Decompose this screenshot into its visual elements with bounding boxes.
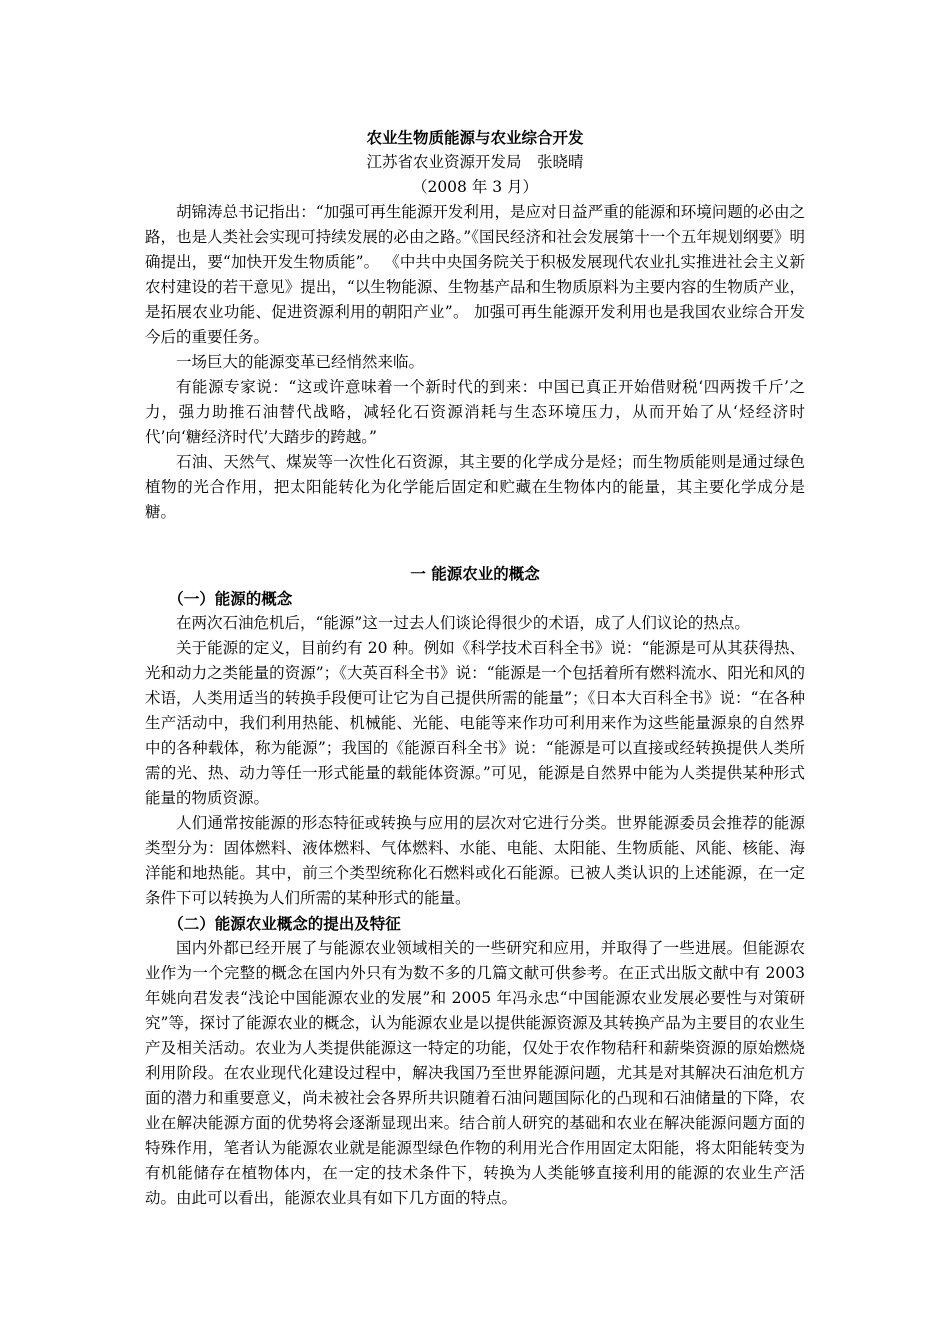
subsection-heading: （二）能源农业概念的提出及特征 [168,914,401,933]
subsection-heading: （一）能源的概念 [168,589,293,608]
document-title: 农业生物质能源与农业综合开发 [366,128,584,147]
body-paragraph: 人们通常按能源的形态特征或转换与应用的层次对它进行分类。世界能源委员会推荐的能源类型分为：固体燃料、液体燃料、气体燃料、水能、电能、太阳能、生物质能、风能、核能、海洋能和地热能。其中，前三个类型统称化石燃料或化石能源。已被人类认识的上述能源，在一定条件下可以转换为人们所需的某种形式的能量。 [145,814,805,907]
body-paragraph: 在两次石油危机后，“能源”这一过去人们谈论得很少的术语，成了人们议论的热点。 [176,614,750,632]
section-heading: 一 能源农业的概念 [410,564,540,583]
intro-paragraph: 一场巨大的能源变革已经悄然来临。 [176,353,425,371]
body-paragraph: 关于能源的定义，目前约有 20 种。例如《科学技术百科全书》说：“能源是可从其获得热、光和动力之类能量的资源”；《大英百科全书》说：“能源是一个包括着所有燃料流水、阳光和风的术语，人类用适当的转换手段便可让它为自己提供所需的能量”；《日本大百科全书》说：“在各种生产活动中，我们利用热能、机械能、光能、电能等来作功可利用来作为这些能量源泉的自然界中的各种载体，称为能源”；我国的《能源百科全书》说：“能源是可以直接或经转换提供人类所需的光、热、动力等任一形式能量的载能体资源。”可见，能源是自然界中能为人类提供某种形式能量的物质资源。 [145,639,805,807]
body-paragraph: 国内外都已经开展了与能源农业领域相关的一些研究和应用，并取得了一些进展。但能源农业作为一个完整的概念在国内外只有为数不多的几篇文献可供参考。在正式出版文献中有 2003 年姚向君发表“浅论中国能源农业的发展”和 2005 年冯永忠“中国能源农业发展必要性与对策研究”等，探讨了能源农业的概念，认为能源农业是以提供能源资源及其转换产品为主要目的农业生产及相关活动。农业为人类提供能源这一特定的功能，仅处于农作物秸秆和薪柴资源的原始燃烧利用阶段。在农业现代化建设过程中，解决我国乃至世界能源问题，尤其是对其解决石油危机方面的潜力和重要意义，尚未被社会各界所共识随着石油问题国际化的凸现和石油储量的下降，农业在解决能源方面的优势将会逐渐显现出来。结合前人研究的基础和农业在解决能源问题方面的特殊作用，笔者认为能源农业就是能源型绿色作物的利用光合作用固定太阳能，将太阳能转变为有机能储存在植物体内，在一定的技术条件下，转换为人类能够直接利用的能源的农业生产活动。由此可以看出，能源农业具有如下几方面的特点。 [145,939,805,1207]
document-author: 江苏省农业资源开发局 张晓晴 [366,153,584,171]
document-date: （2008 年 3 月） [411,178,539,196]
intro-paragraph: 石油、天然气、煤炭等一次性化石资源，其主要的化学成分是烃；而生物质能则是通过绿色植物的光合作用，把太阳能转化为化学能后固定和贮藏在生物体内的能量，其主要化学成分是糖。 [145,453,805,521]
intro-paragraph: 有能源专家说：“这或许意味着一个新时代的到来：中国已真正开始借财税‘四两拨千斤’之力，强力助推石油替代战略，减轻化石资源消耗与生态环境压力，从而开始了从‘烃经济时代’向‘糖经济时代’大踏步的跨越。” [145,378,805,446]
intro-paragraph: 胡锦涛总书记指出：“加强可再生能源开发利用，是应对日益严重的能源和环境问题的必由之路，也是人类社会实现可持续发展的必由之路。”《国民经济和社会发展第十一个五年规划纲要》明确提出，要“加快开发生物质能”。 《中共中央国务院关于积极发展现代农业扎实推进社会主义新农村建设的若干意见》提出，“以生物能源、生物基产品和生物质原料为主要内容的生物质产业，是拓展农业功能、促进资源利用的朝阳产业”。 加强可再生能源开发利用也是我国农业综合开发今后的重要任务。 [145,203,805,346]
document-page [145,125,805,1211]
